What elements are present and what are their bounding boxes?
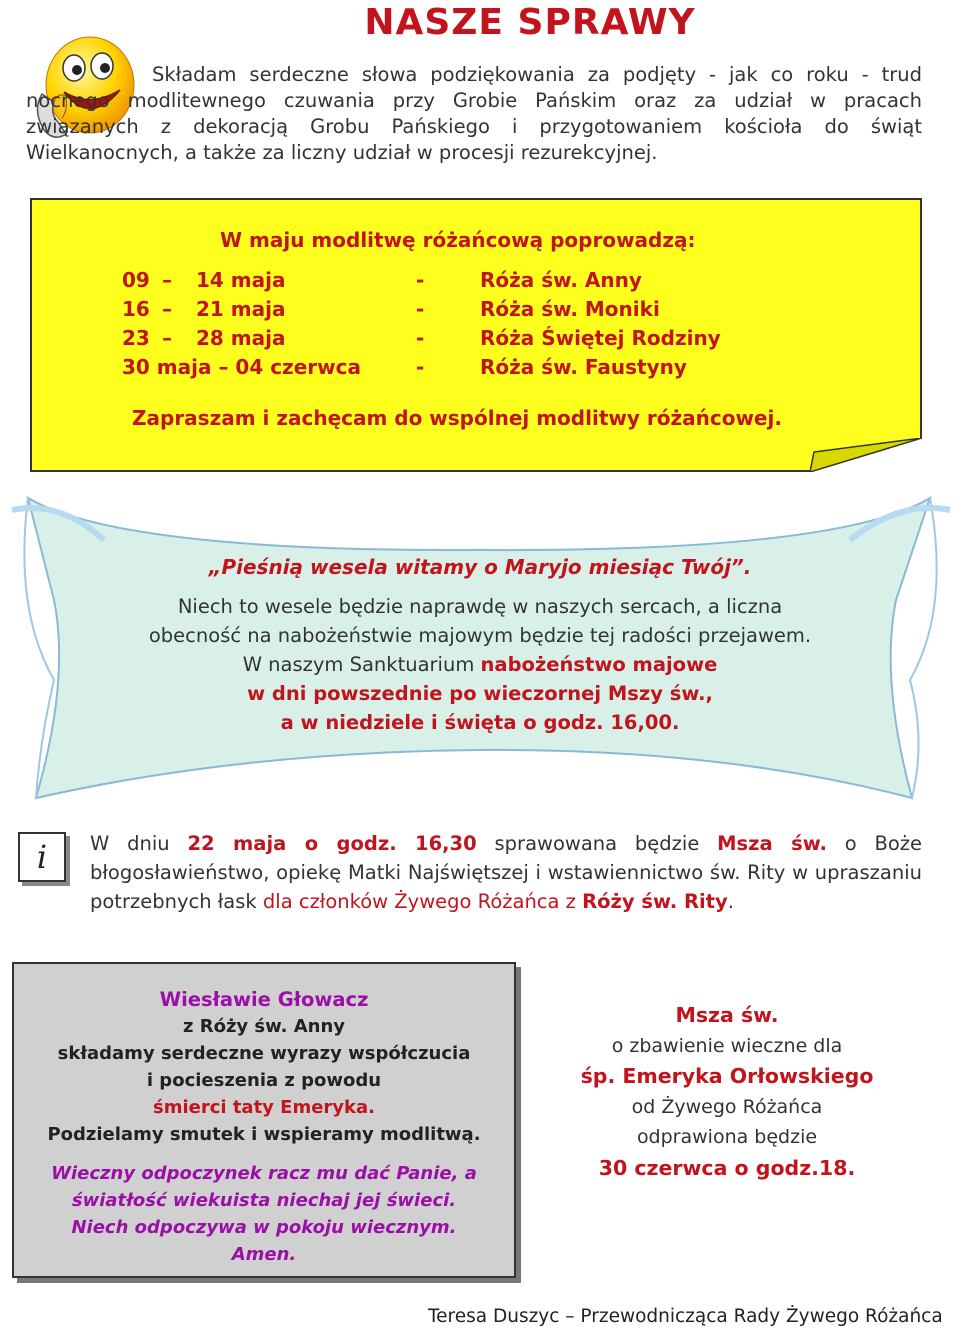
rosary-heading: W maju modlitwę różańcową poprowadzą:	[220, 228, 696, 252]
info-icon: i	[18, 832, 66, 882]
memorial-mass-notice: Msza św. o zbawienie wieczne dla śp. Emeryka Orłowskiego od Żywego Różańca odprawiona będzie 30 czerwca o godz.18.	[580, 1003, 874, 1180]
page-title: NASZE SPRAWY	[364, 2, 696, 43]
intro-paragraph	[26, 62, 922, 166]
rita-mass-info: W dniu 22 maja o godz. 16,30 sprawowana będzie Msza św. o Boże błogosławieństwo, opiekę Matki Najświętszej i wstawiennictwo św. Rity w upraszaniu potrzebnych łask dla członków Żywego Różańca z Róży św. Rity.	[90, 832, 922, 913]
intro-text: Składam serdeczne słowa podziękowania za podjęty - jak co roku - trud nocnego modlitewnego czuwania przy Grobie Pańskim oraz za udział w pracach związanych z dekoracją Grobu Pańskiego i przygotowaniem kościoła do świąt Wielkanocnych, a także za liczny udział w procesji rezurekcyjnej.	[26, 63, 922, 164]
signature: Teresa Duszyc – Przewodnicząca Rady Żywego Różańca	[428, 1306, 943, 1327]
may-quote: „Pieśnią wesela witamy o Maryjo miesiąc Twój”.	[208, 555, 752, 579]
condolence-box: Wiesławie Głowacz z Róży św. Anny składamy serdeczne wyrazy współczucia i pocieszenia z powodu śmierci taty Emeryka. Podzielamy smutek i wspieramy modlitwą. Wieczny odpoczynek racz mu dać Panie, a światłość wiekuista niechaj jej świeci. Niech odpoczywa w pokoju wiecznym. Amen.	[12, 962, 516, 1278]
rosary-schedule-box: W maju modlitwę różańcową poprowadzą: 09 – 14 maja - Róża św. Anny 16 – 21 maja - Róża św. Moniki 23 – 28 maja - Róża Świętej Rodziny 30 maja – 04 czerwca - Róża św. Faustyny Zapraszam i zachęcam do wspólnej modlitwy różańcowej.	[30, 198, 922, 472]
rosary-invitation: Zapraszam i zachęcam do wspólnej modlitwy różańcowej.	[132, 406, 782, 430]
folded-corner-icon	[810, 438, 922, 472]
may-devotion-text: „Pieśnią wesela witamy o Maryjo miesiąc Twój”. Niech to wesele będzie naprawdę w naszych sercach, a liczna obecność na nabożeństwie majowym będzie tej radości przejawem. W naszym Sanktuarium nabożeństwo majowe w dni powszednie po wieczornej Mszy św., a w niedziele i święta o godz. 16,00.	[40, 553, 920, 737]
